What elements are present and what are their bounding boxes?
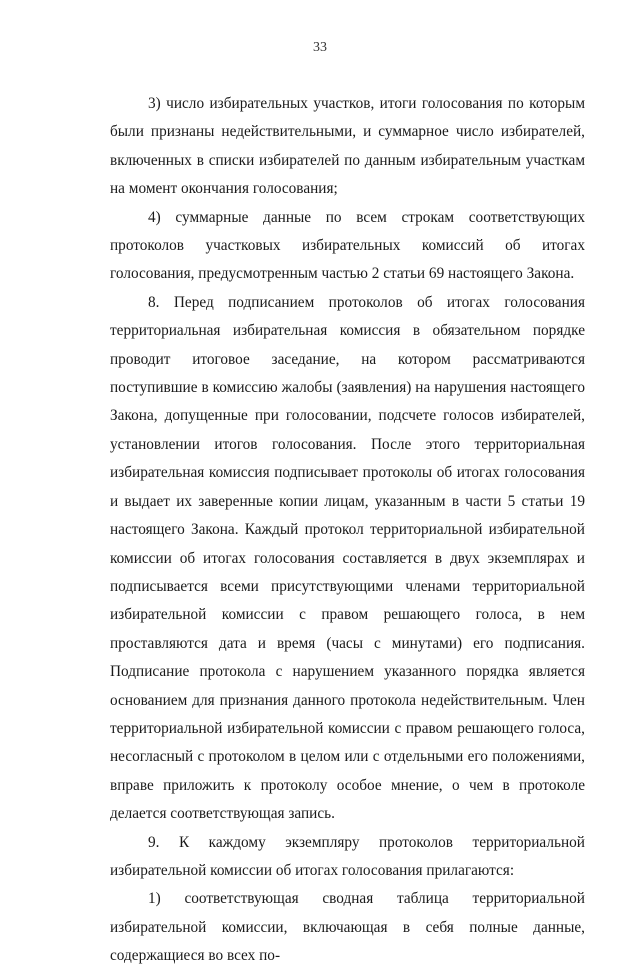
paragraph-item-3: 3) число избирательных участков, итоги голосования по которым были признаны недействительными, и суммарное число избирателей, включенных в списки избирателей по данным избирательным участкам на момент окончания голосования; [110,95,585,198]
document-body [110,90,585,971]
paragraph-item-1: 1) соответствующая сводная таблица территориальной избирательной комиссии, включающая в себя полные данные, содержащиеся во всех по- [110,890,585,965]
paragraph-part-8: 8. Перед подписанием протоколов об итогах голосования территориальная избирательная комиссия в обязательном порядке проводит итоговое заседание, на котором рассматриваются поступившие в комиссию жалобы (заявления) на нарушения настоящего Закона, допущенные при голосовании, подсчете голосов избирателей, установлении итогов голосования. После этого территориальная избирательная комиссия подписывает протоколы об итогах голосования и выдает их заверенные копии лицам, указанным в части 5 статьи 19 настоящего Закона. Каждый протокол территориальной избирательной комиссии об итогах голосования составляется в двух экземплярах и подписывается всеми присутствующими членами территориальной избирательной комиссии с правом решающего голоса, в нем проставляются дата и время (часы с минутами) его подписания. Подписание протокола с нарушением указанного порядка является основанием для признания данного протокола недействительным. Член территориальной избирательной комиссии с правом решающего голоса, несогласный с протоколом в целом или с отдельными его положениями, вправе приложить к протоколу особое мнение, о чем в протоколе делается соответствующая запись. [110,293,585,823]
paragraph-item-4: 4) суммарные данные по всем строкам соответствующих протоколов участковых избирательных комиссий об итогах голосования, предусмотренным частью 2 статьи 69 настоящего Закона. [110,208,585,283]
page-number: 33 [313,40,327,55]
paragraph-part-9: 9. К каждому экземпляру протоколов территориальной избирательной комиссии об итогах голосования прилагаются: [110,833,585,879]
